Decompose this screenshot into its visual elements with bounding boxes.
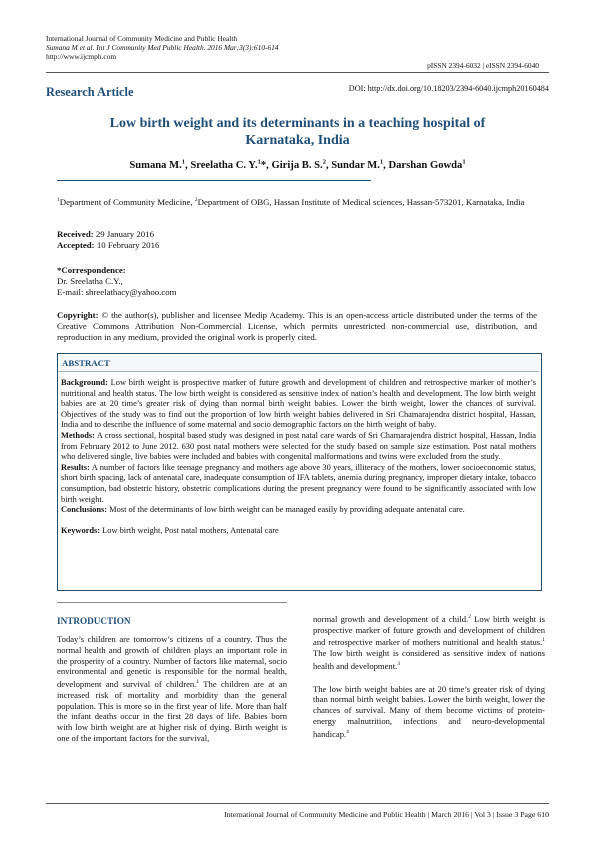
abstract-body [61,378,536,536]
paragraph: normal growth and development of a child.$^2$ Low birth weight is prospective marker of future growth and development of children and retrospective marker of mothers nutritional and health status.$^1$ The low birth weight is considered as sensitive index of nations health and development.$^3$ [313,613,545,671]
author-list [46,158,549,171]
paragraph: The low birth weight babies are at 20 time’s greater risk of dying than normal birth weight babies. Lower the birth weight, lower the chances of survival. Many of them become victims of protein-energy malnutrition, infections and neuro-developmental handicap.$^4$ [313,683,545,739]
correspondence-label: *Correspondence: [57,265,126,275]
abstract-keywords: Keywords: Low birth weight, Post natal mothers, Antenatal care [61,525,279,535]
introduction-heading: INTRODUCTION [57,616,131,626]
doi-link[interactable]: DOI: http://dx.doi.org/10.18203/2394-6040.ijcmph20160484 [348,84,549,93]
author: Girija B. S.$^2$, [271,158,332,171]
issn: pISSN 2394-6032 | eISSN 2394-6040 [427,61,539,70]
header-rule [46,72,549,73]
author: Sundar M.$^1$, [331,158,389,171]
citation: Sumana M et al. Int J Community Med Public Health. 2016 Mar;3(3):610-614 [46,43,279,52]
abstract-methods: Methods: A cross sectional, hospital based study was designed in post natal care wards of Sri Chamarajendra district hospital, Hassan, India from February 2012 to June 2012. 630 post natal mothers were selected for the study based on sample size estimation. Post natal mothers who delivered single, live babies were included and babies with congenital malformations and twins were excluded from the study. [61,430,536,462]
right-column [313,612,545,747]
affiliations: $^1$Department of Community Medicine, $^2$Department of OBG, Hassan Institute of Medical sciences, Hassan-573201, Karnataka, India [57,196,525,207]
journal-url[interactable]: http://www.ijcmph.com [46,52,117,61]
received-date: Received: 29 January 2016 [57,229,154,239]
abstract-heading: ABSTRACT [60,356,540,370]
abstract-rule [58,371,539,372]
author: Darshan Gowda$^1$ [388,158,466,171]
journal-name: International Journal of Community Medicine and Public Health [46,34,238,43]
article-title: Low birth weight and its determinants in a teaching hospital of Karnataka, India [109,116,486,148]
page-footer: International Journal of Community Medicine and Public Health | March 2016 | Vol 3 | Issue 3 Page 610 [224,810,549,819]
author-rule [57,180,371,181]
left-column [57,634,287,752]
correspondence-email[interactable]: E-mail: shreelathacy@yahoo.com [57,287,177,297]
abstract-results: Results: A number of factors like teenage pregnancy and mothers age above 30 years, illiteracy of the mothers, lower socioeconomic status, short birth spacing, lack of antenatal care, inadequate consumption of IFA tablets, anemia during pregnancy, improper dietary intake, tobacco consumption, bad obstetric history, obstetric complications during the present pregnancy were found to be significantly associated with low birth weight. [61,462,536,504]
abstract-conclusions: Conclusions: Most of the determinants of low birth weight can be managed easily by providing adequate antenatal care. [61,505,465,515]
abstract-background: Background: Low birth weight is prospective marker of future growth and development of children and retrospective marker of mother’s nutritional and health status. The low birth weight is considered as sensitive index of nation’s health and development. The low birth weight babies are at 20 time’s greater risk of dying than normal birth weight babies. Lower the birth weight, lower the chances of survival. Objectives of the study was to find out the proportion of low birth weight babies delivered in Sri Chamarajendra district hospital, Hassan, India and to describe the influence of some maternal and socio demographic factors on the birth weight of baby. [61,378,537,430]
footer-rule [46,803,549,804]
intro-rule [57,602,287,603]
paragraph: Today’s children are tomorrow’s citizens of a country. Thus the normal health and growth of children plays an important role in the prosperity of a country. Number of factors like maternal, socio environmental and genetic is responsible for the normal health, development and survival of children.$^1$ The children are at an increased risk of mortality and morbidity than the general population. This is more so in the first year of life. More than half the infant deaths occur in the first 28 days of life. Babies born with low birth weight are at higher risk of dying. Birth weight is one of the important factors for the survival, [57,634,287,744]
correspondence-name: Dr. Sreelatha C.Y., [57,276,123,286]
accepted-date: Accepted: 10 February 2016 [57,240,160,250]
author: Sreelatha C. Y.$^1$*, [190,158,272,171]
article-type: Research Article [46,85,134,99]
copyright-notice: Copyright: © the author(s), publisher and licensee Medip Academy. This is an open-access article distributed under the terms of the Creative Commons Attribution Non-Commercial License, which permits unrestricted non-commercial use, distribution, and reproduction in any medium, provided the original work is properly cited. [57,310,537,342]
author: Sumana M.$^1$, [129,158,191,171]
